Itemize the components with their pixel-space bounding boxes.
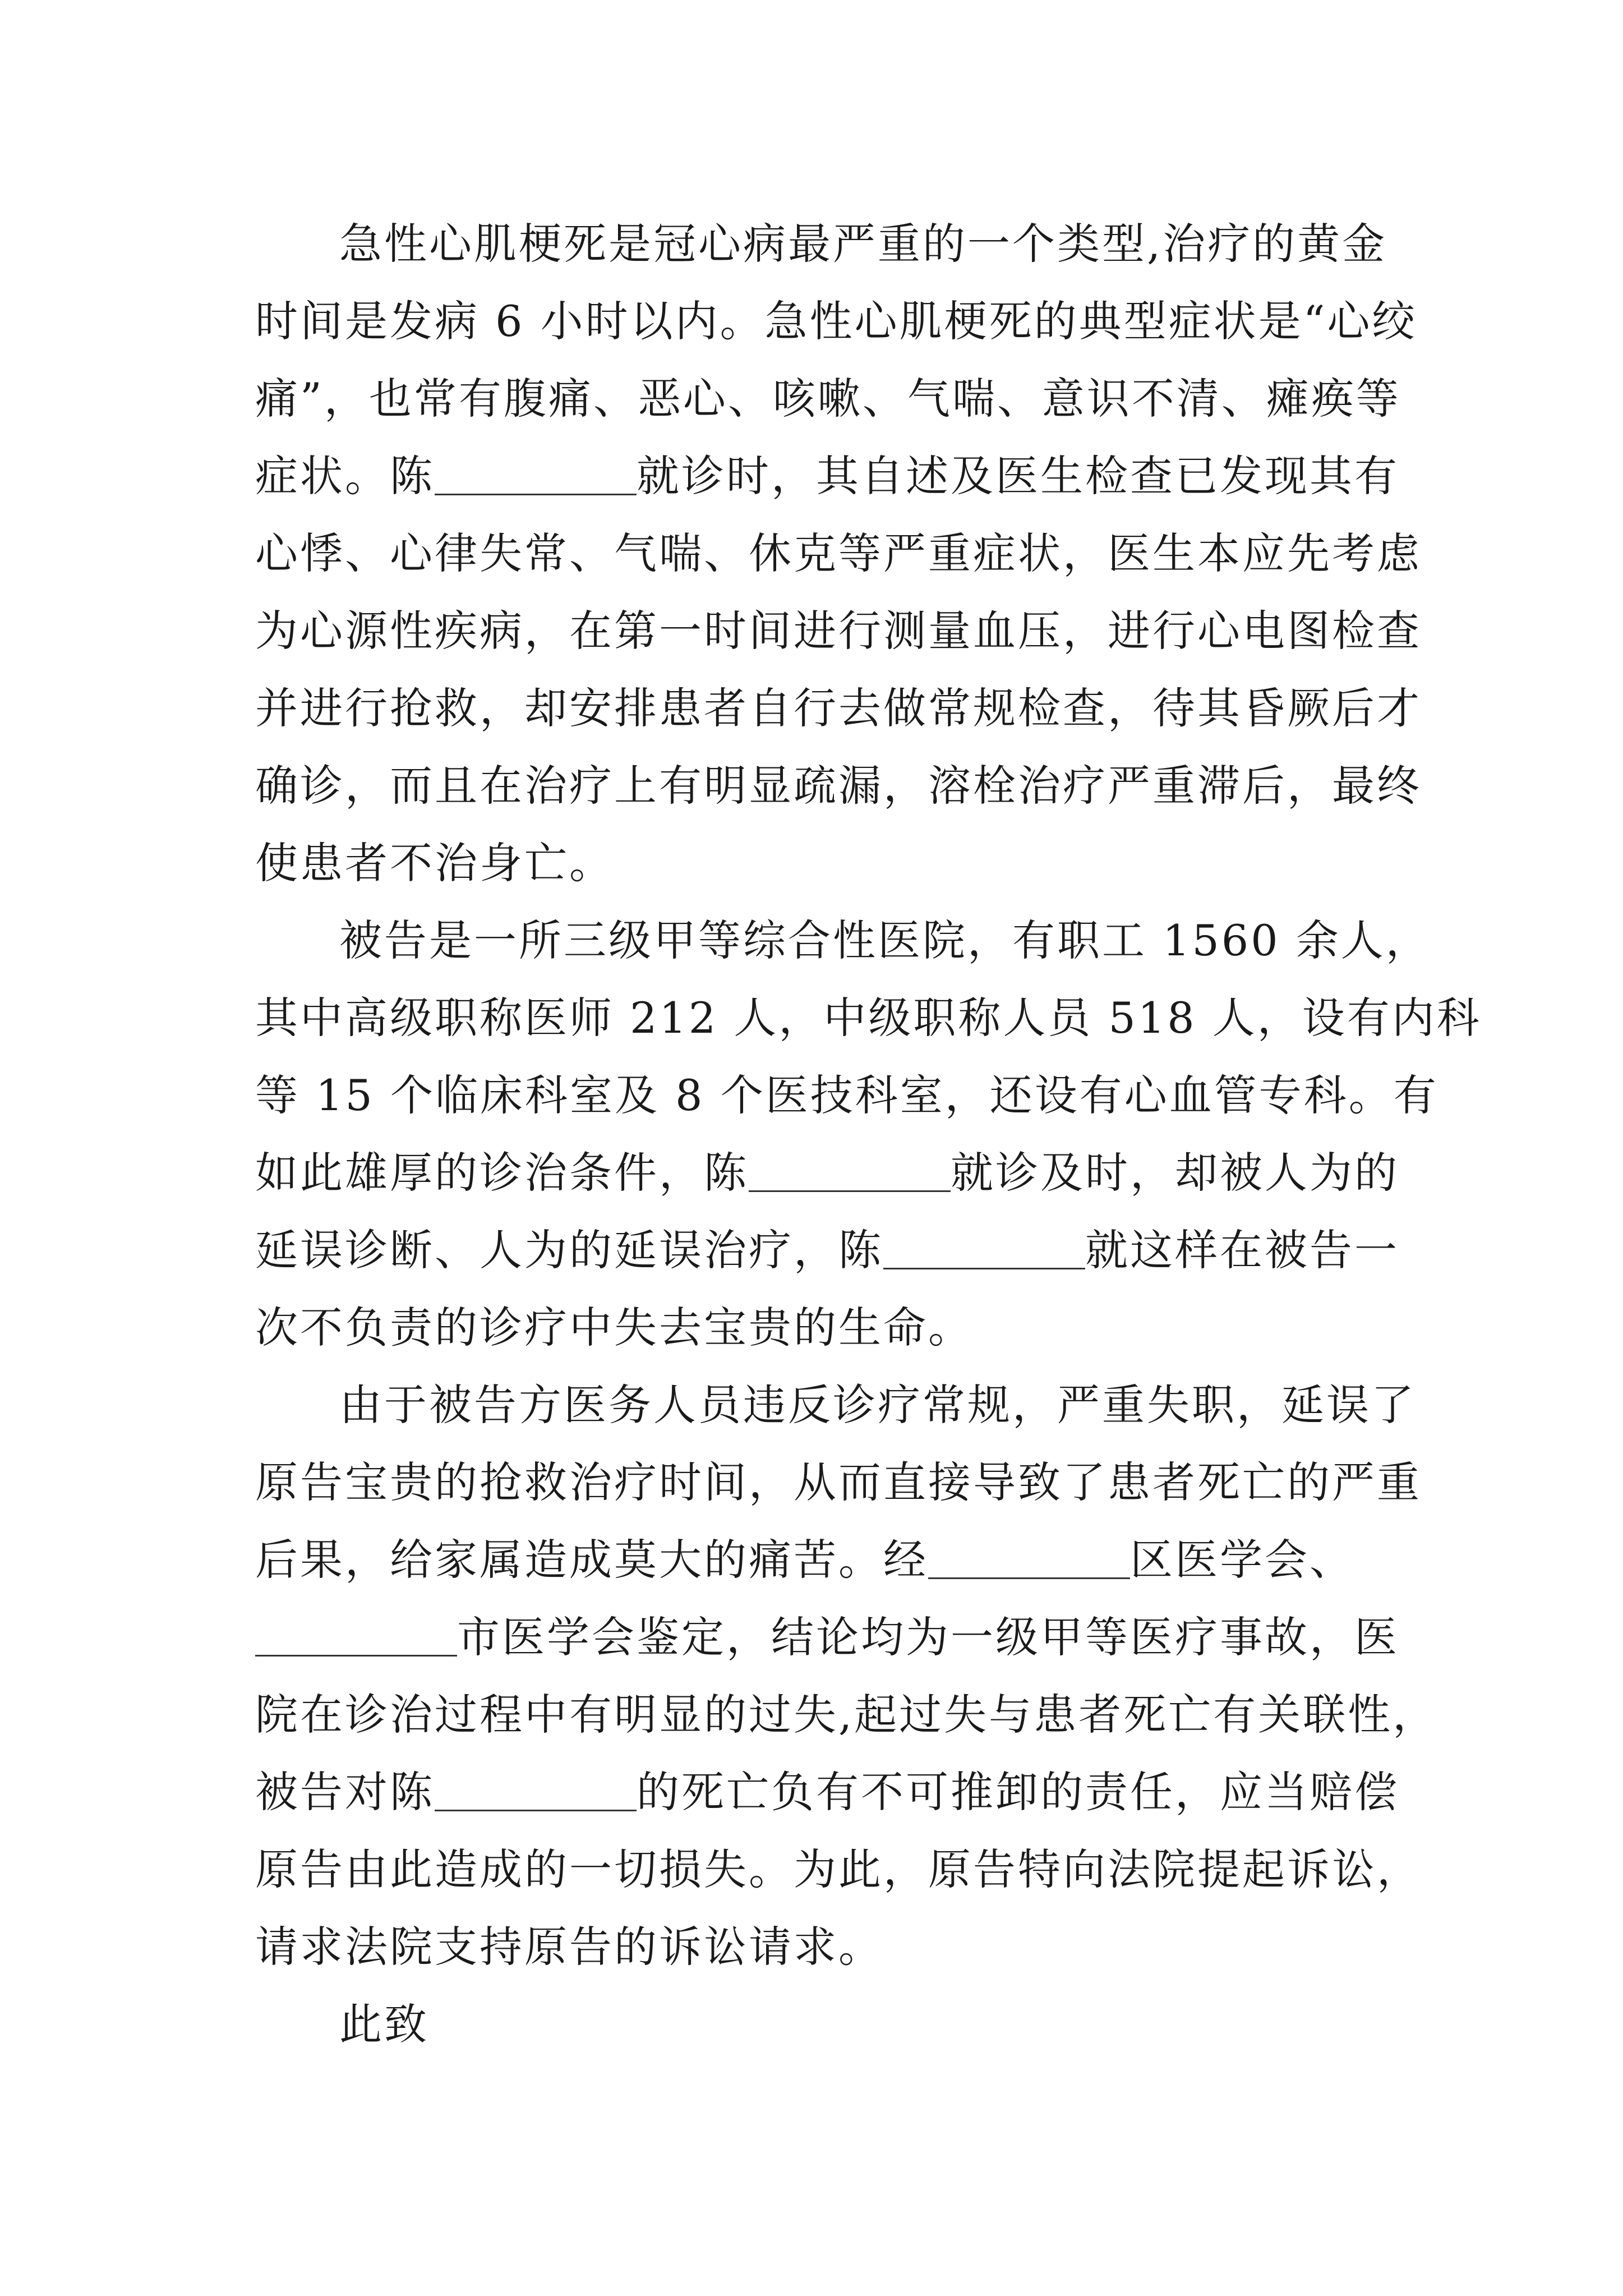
text-segment: 就诊时，其自述及医生检查已发现其有 bbox=[637, 451, 1399, 501]
paragraph-2-line-1 bbox=[339, 913, 1489, 969]
text-segment: 后果，给家属造成莫大的痛苦。经 bbox=[255, 1535, 928, 1585]
text-segment: 原告宝贵的抢救治疗时间，从而直接导致了患者死亡的严重 bbox=[255, 1457, 1422, 1507]
text-segment: 为心源性疾病，在第一时间进行测量血压，进行心电图检查 bbox=[255, 606, 1422, 656]
paragraph-1-line-6 bbox=[255, 603, 1422, 659]
text-segment: 就这样在被告一 bbox=[1085, 1225, 1399, 1275]
closing-salutation bbox=[339, 1996, 1489, 2053]
paragraph-1-line-9 bbox=[255, 835, 1405, 891]
paragraph-3-line-5 bbox=[255, 1687, 1438, 1743]
text-segment: 次不负责的诊疗中失去宝贵的生命。 bbox=[255, 1303, 973, 1352]
paragraph-3-line-2 bbox=[255, 1455, 1422, 1511]
paragraph-1-line-7 bbox=[255, 680, 1422, 737]
paragraph-1-line-2 bbox=[255, 293, 1417, 349]
paragraph-3-line-3 bbox=[255, 1532, 1405, 1588]
paragraph-1-line-5 bbox=[255, 526, 1422, 582]
text-segment: 被告对陈 bbox=[255, 1767, 435, 1817]
text-segment: 请求法院支持原告的诉讼请求。 bbox=[255, 1922, 883, 1972]
paragraph-2-line-5 bbox=[255, 1222, 1405, 1278]
paragraph-1-line-3 bbox=[255, 371, 1405, 427]
paragraph-3-line-6 bbox=[255, 1764, 1405, 1820]
name-blank bbox=[883, 1225, 1085, 1269]
text-segment: 就诊及时，却被人为的 bbox=[951, 1148, 1399, 1198]
paragraph-2-line-3 bbox=[255, 1068, 1438, 1124]
text-segment: 心悸、心律失常、气喘、休克等严重症状，医生本应先考虑 bbox=[255, 528, 1422, 578]
paragraph-3-line-1 bbox=[339, 1377, 1489, 1433]
city-blank bbox=[255, 1612, 457, 1657]
paragraph-2-line-2 bbox=[255, 990, 1482, 1046]
text-segment: 此致 bbox=[339, 1999, 429, 2049]
text-segment: 使患者不治身亡。 bbox=[255, 838, 614, 888]
paragraph-2-line-6 bbox=[255, 1300, 1405, 1356]
text-segment: 等 15 个临床科室及 8 个医技科室，还设有心血管专科。有 bbox=[255, 1070, 1438, 1120]
paragraph-1-line-4 bbox=[255, 448, 1405, 504]
text-segment: 由于被告方医务人员违反诊疗常规，严重失职，延误了 bbox=[339, 1380, 1416, 1430]
text-segment: 原告由此造成的一切损失。为此，原告特向法院提起诉讼， bbox=[255, 1844, 1422, 1894]
text-segment: 症状。陈 bbox=[255, 451, 435, 501]
text-segment: 市医学会鉴定，结论均为一级甲等医疗事故，医 bbox=[457, 1612, 1399, 1662]
name-blank bbox=[435, 1767, 637, 1811]
paragraph-1-line-1 bbox=[339, 216, 1489, 272]
text-segment: 确诊，而且在治疗上有明显疏漏，溶栓治疗严重滞后，最终 bbox=[255, 761, 1422, 811]
paragraph-3-line-7 bbox=[255, 1842, 1422, 1898]
text-segment: 院在诊治过程中有明显的过失,起过失与患者死亡有关联性， bbox=[255, 1690, 1438, 1740]
name-blank bbox=[435, 451, 637, 495]
paragraph-3-line-8 bbox=[255, 1919, 1405, 1975]
name-blank bbox=[749, 1148, 951, 1192]
text-segment: 的死亡负有不可推卸的责任，应当赔偿 bbox=[637, 1767, 1399, 1817]
text-segment: 被告是一所三级甲等综合性医院，有职工 1560 余人， bbox=[339, 915, 1431, 965]
text-segment: 并进行抢救，却安排患者自行去做常规检查，待其昏厥后才 bbox=[255, 683, 1422, 733]
paragraph-2-line-4 bbox=[255, 1145, 1405, 1201]
text-segment: 区医学会、 bbox=[1130, 1535, 1354, 1585]
district-blank bbox=[928, 1535, 1130, 1579]
text-segment: 痛”，也常有腹痛、恶心、咳嗽、气喘、意识不清、瘫痪等 bbox=[255, 374, 1401, 424]
text-segment: 急性心肌梗死是冠心病最严重的一个类型,治疗的黄金 bbox=[339, 219, 1387, 269]
text-segment: 时间是发病 6 小时以内。急性心肌梗死的典型症状是“心绞 bbox=[255, 296, 1417, 346]
paragraph-1-line-8 bbox=[255, 758, 1422, 814]
paragraph-3-line-4 bbox=[255, 1609, 1405, 1665]
text-segment: 延误诊断、人为的延误治疗，陈 bbox=[255, 1225, 883, 1275]
text-segment: 如此雄厚的诊治条件，陈 bbox=[255, 1148, 749, 1198]
text-segment: 其中高级职称医师 212 人，中级职称人员 518 人，设有内科 bbox=[255, 993, 1482, 1043]
